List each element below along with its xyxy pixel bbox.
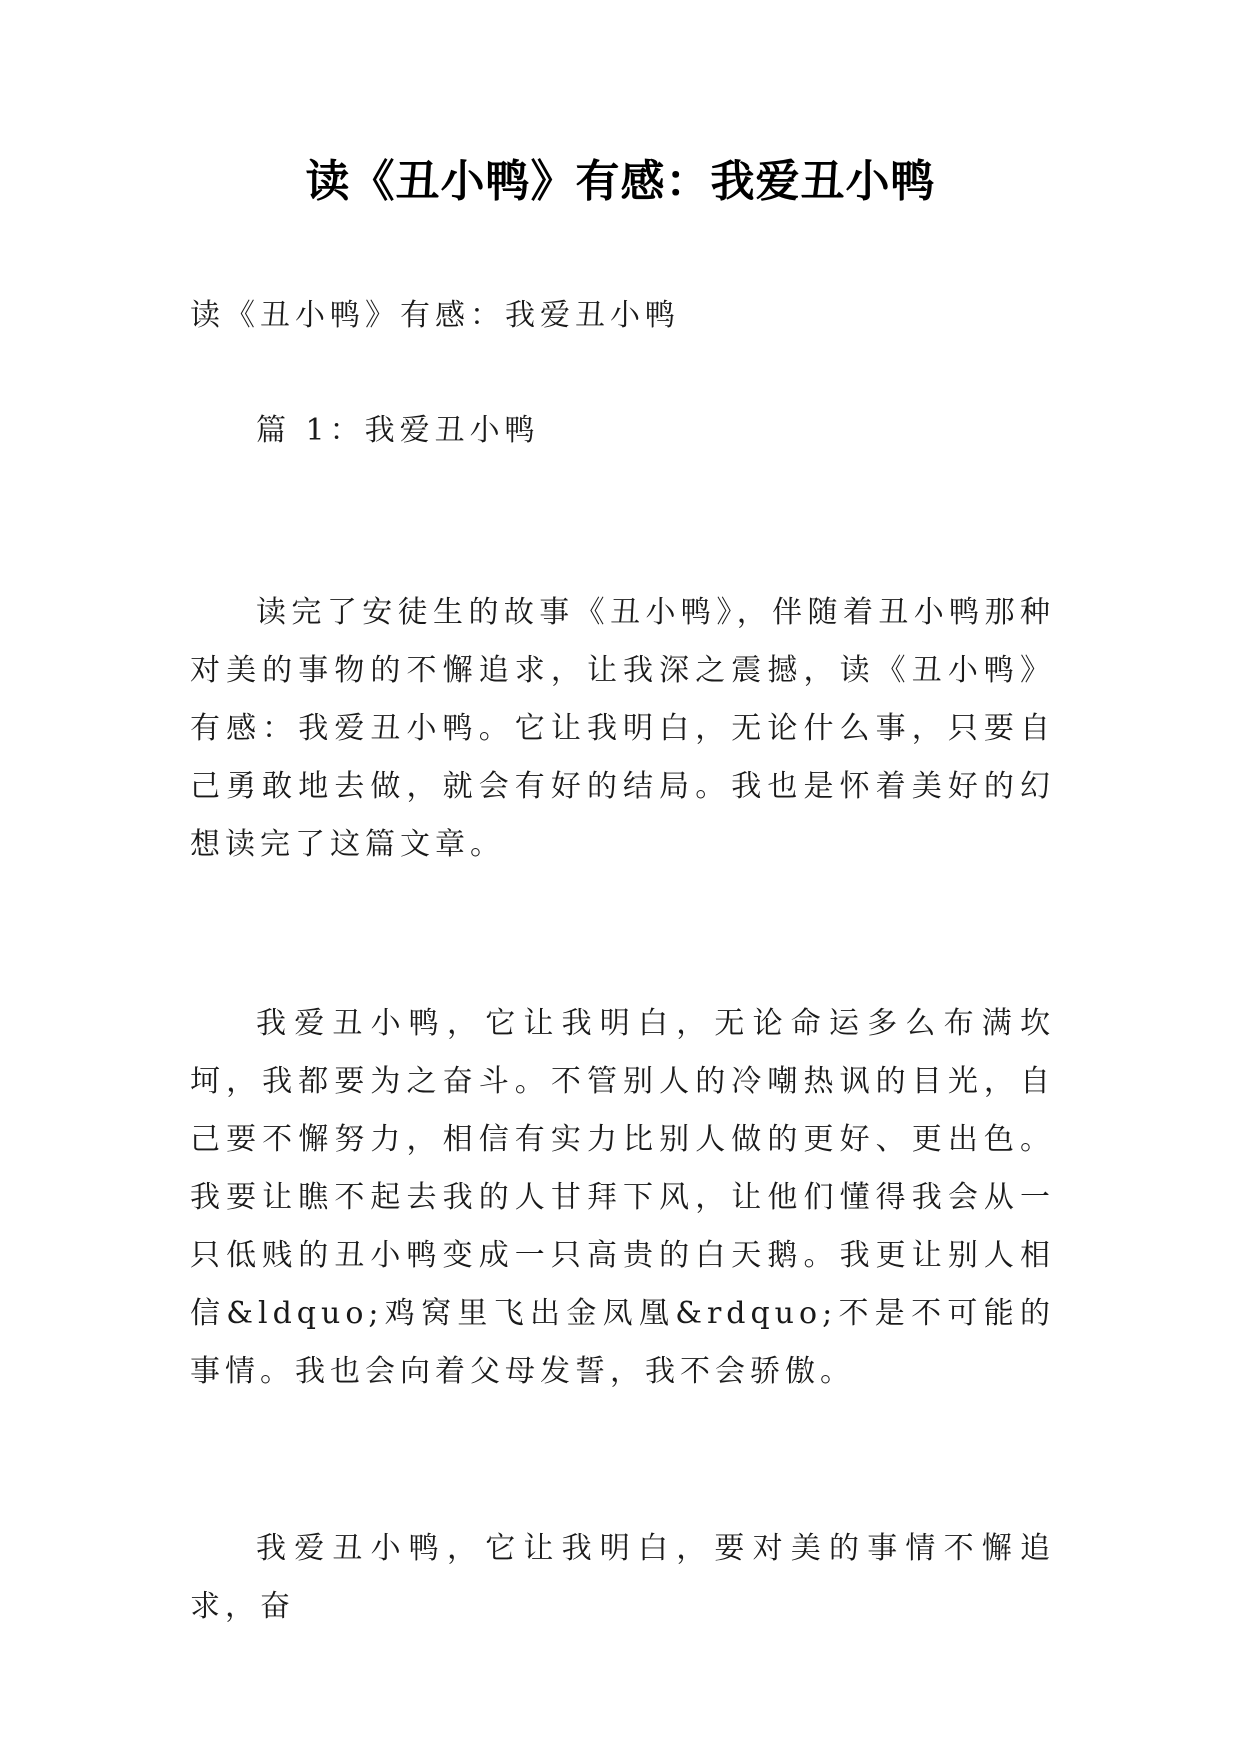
body-paragraph: 我爱丑小鸭，它让我明白，要对美的事情不懈追求，奋 bbox=[190, 1531, 1055, 1624]
document-title: 读《丑小鸭》有感：我爱丑小鸭 bbox=[305, 156, 936, 207]
body-paragraph: 我爱丑小鸭，它让我明白，无论命运多么布满坎坷，我都要为之奋斗。不管别人的冷嘲热讽的目光，自己要不懈努力，相信有实力比别人做的更好、更出色。我要让瞧不起去我的人甘拜下风，让他们懂得我会从一只低贱的丑小鸭变成一只高贵的白天鹅。我更让别人相信&ldquo;鸡窝里飞出金凤凰&rdquo;不是不可能的事情。我也会向着父母发誓，我不会骄傲。 bbox=[190, 1006, 1055, 1389]
document-subtitle: 读《丑小鸭》有感：我爱丑小鸭 bbox=[190, 298, 680, 333]
body-paragraph: 读完了安徒生的故事《丑小鸭》，伴随着丑小鸭那种对美的事物的不懈追求，让我深之震撼，读《丑小鸭》有感：我爱丑小鸭。它让我明白，无论什么事，只要自己勇敢地去做，就会有好的结局。我也是怀着美好的幻想读完了这篇文章。 bbox=[190, 595, 1055, 862]
section-heading: 篇 1：我爱丑小鸭 bbox=[256, 413, 540, 448]
